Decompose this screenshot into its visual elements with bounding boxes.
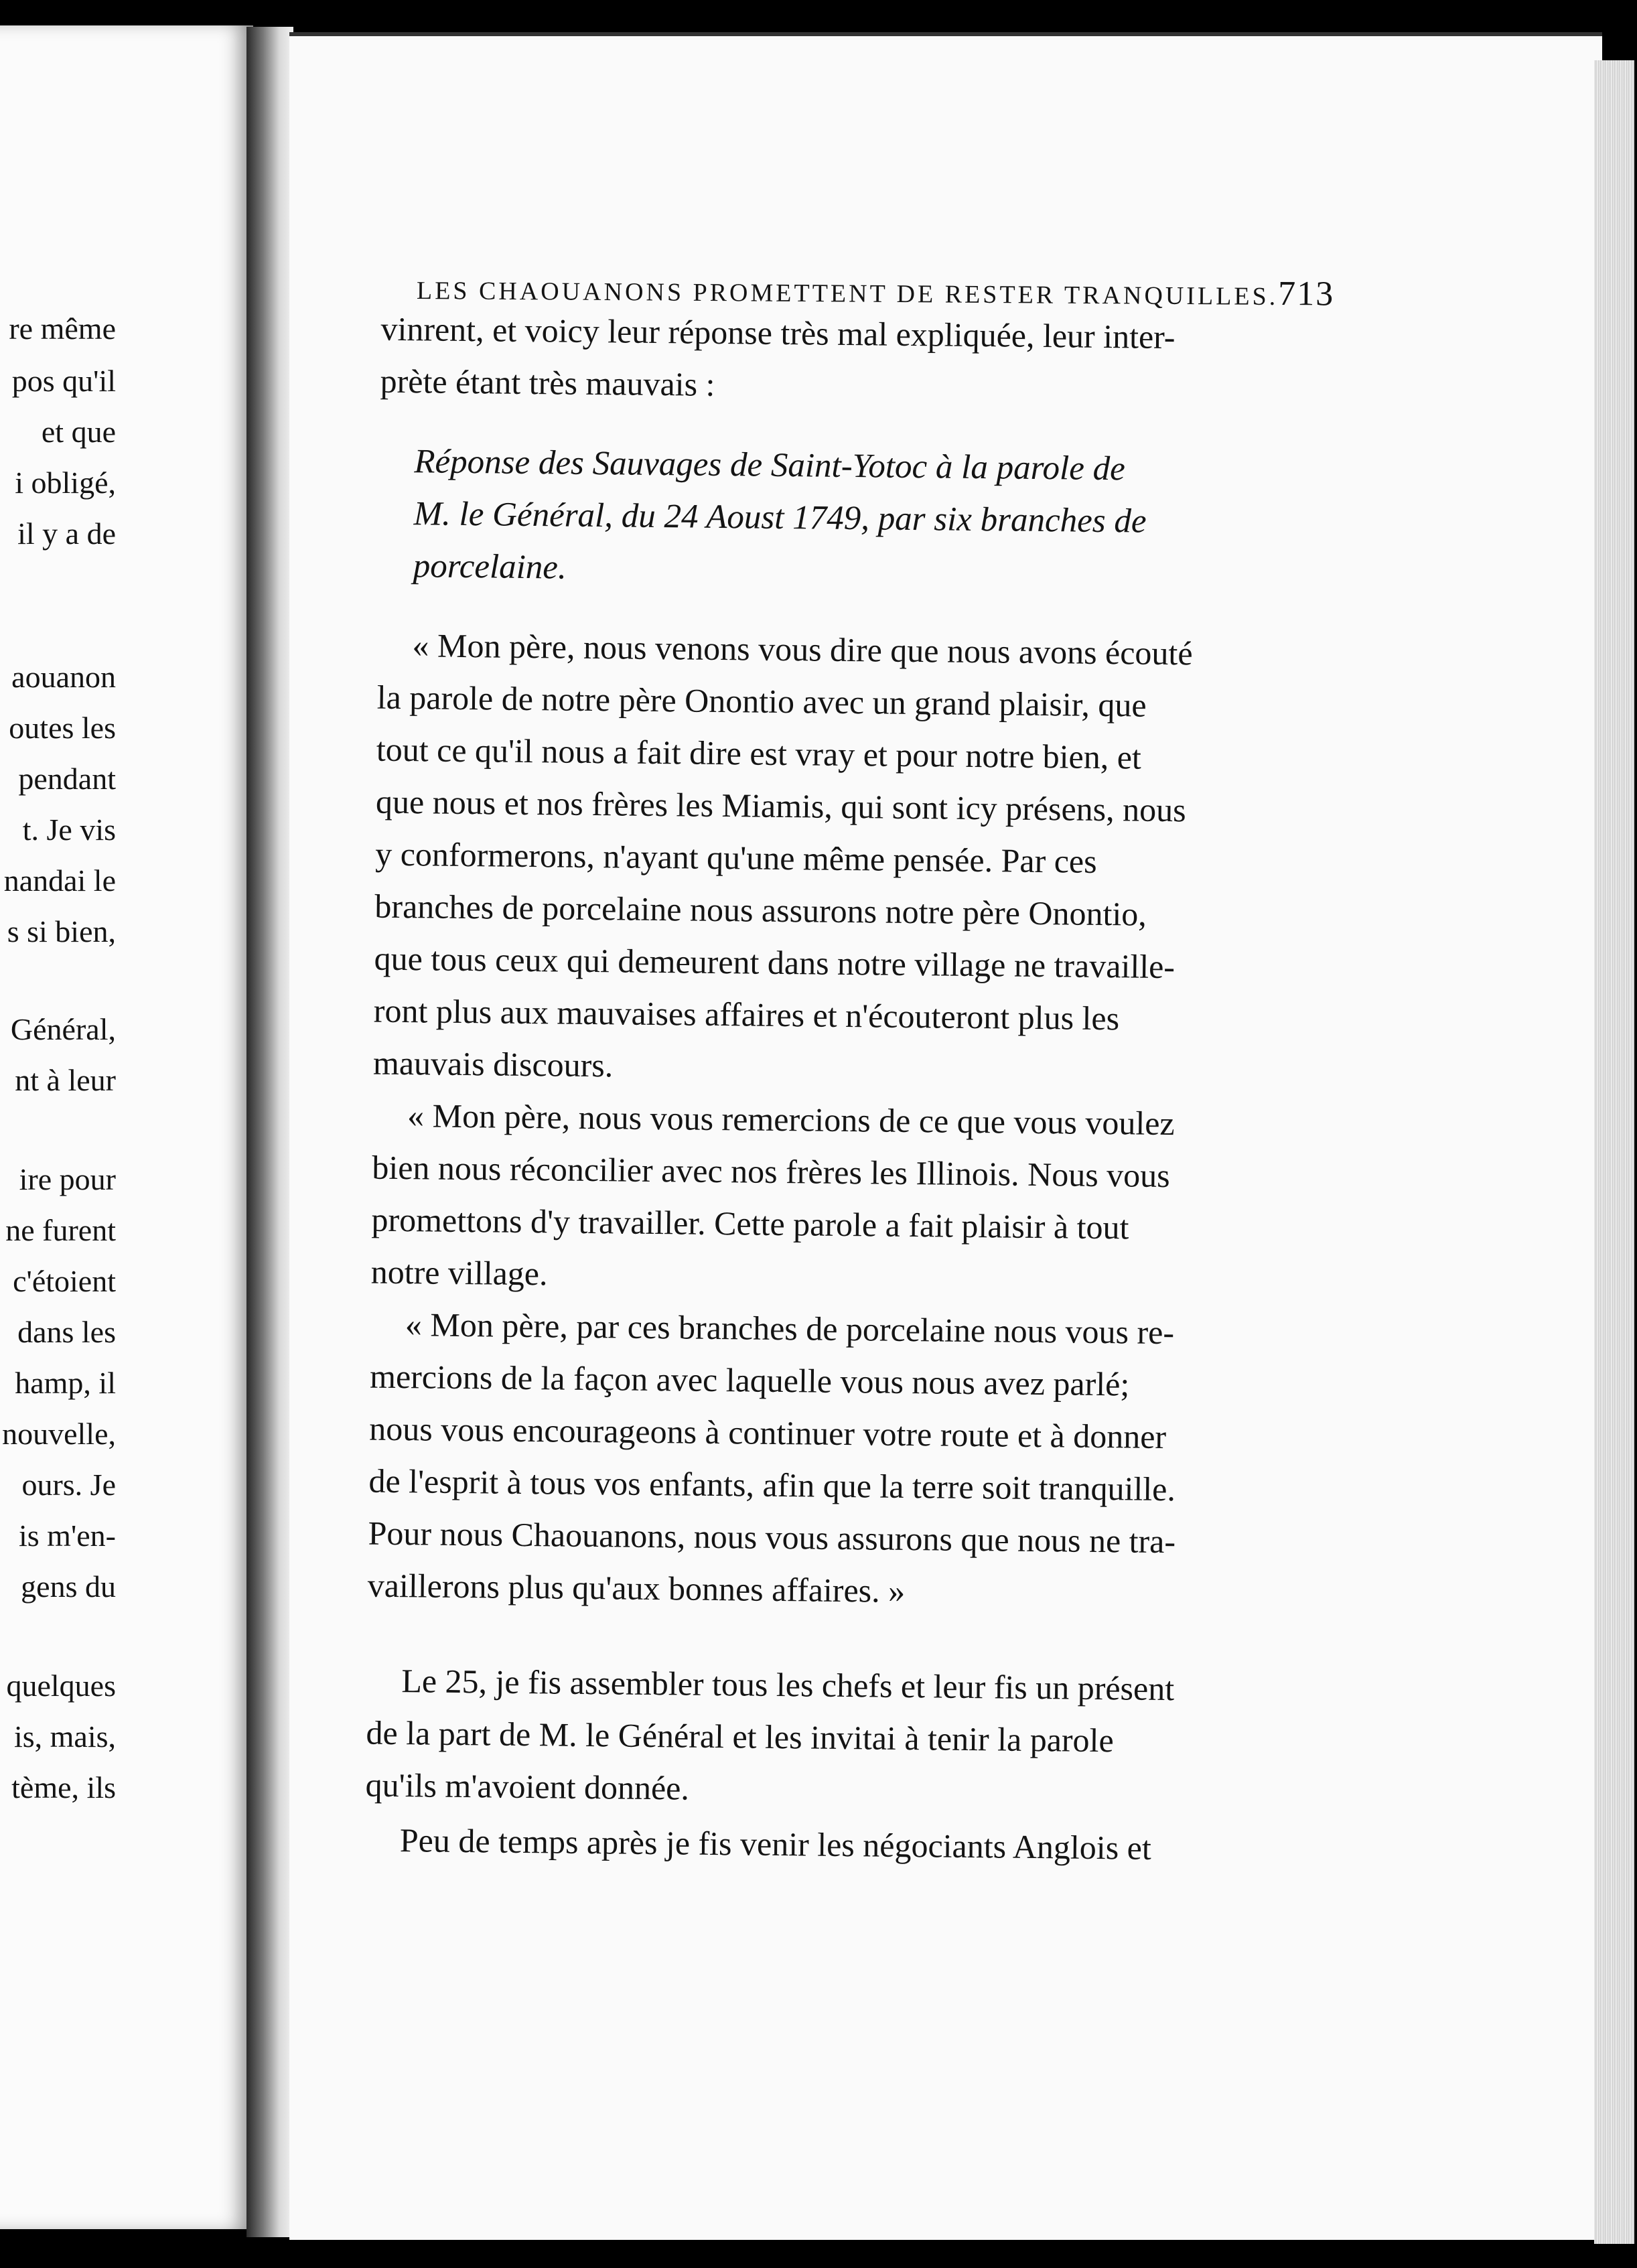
- left-line: i obligé,: [15, 466, 116, 500]
- text-line: branches de porcelaine nous assurons notre père Onontio,: [374, 887, 1147, 933]
- text-line: qu'ils m'avoient donnée.: [365, 1766, 690, 1807]
- left-line: tème, ils: [11, 1770, 116, 1804]
- text-line: y conformerons, n'ayant qu'une même pensée. Par ces: [375, 835, 1097, 880]
- left-line: Général,: [10, 1012, 116, 1046]
- text-line: la parole de notre père Onontio avec un grand plaisir, que: [376, 678, 1147, 724]
- text-line: ront plus aux mauvaises affaires et n'écouteront plus les: [373, 991, 1120, 1038]
- text-line: mercions de la façon avec laquelle vous nous avez parlé;: [369, 1357, 1130, 1403]
- text-line: que nous et nos frères les Miamis, qui sont icy présens, nous: [375, 782, 1186, 829]
- left-line: pos qu'il: [11, 364, 116, 398]
- text-line: bien nous réconcilier avec nos frères les Illinois. Nous vous: [372, 1148, 1170, 1195]
- left-line: ours. Je: [21, 1468, 116, 1502]
- text-line: nous vous encourageons à continuer votre route et à donner: [369, 1409, 1167, 1456]
- left-line: s si bien,: [7, 914, 116, 948]
- text-line: de la part de M. le Général et les invitai à tenir la parole: [366, 1713, 1114, 1760]
- left-line: dans les: [17, 1315, 116, 1349]
- left-line: gens du: [21, 1569, 116, 1604]
- left-line: outes les: [9, 711, 116, 745]
- page-number: 713: [1278, 274, 1335, 313]
- left-line: aouanon: [11, 660, 116, 694]
- text-line: mauvais discours.: [372, 1044, 614, 1084]
- running-head-title: LES CHAOUANONS PROMETTENT DE RESTER TRANQUILLES.: [416, 277, 1279, 311]
- left-line: il y a de: [17, 516, 116, 551]
- text-line: Le 25, je fis assembler tous les chefs et leur fis un présent: [401, 1662, 1175, 1708]
- left-line: hamp, il: [15, 1366, 116, 1400]
- italic-heading-line: porcelaine.: [413, 547, 567, 587]
- text-line: prète étant très mauvais :: [380, 362, 715, 403]
- text-line: tout ce qu'il nous a fait dire est vray et pour notre bien, et: [376, 730, 1142, 776]
- text-line: promettons d'y travailler. Cette parole a fait plaisir à tout: [371, 1200, 1129, 1247]
- left-line: ne furent: [5, 1213, 116, 1247]
- italic-heading-line: Réponse des Sauvages de Saint-Yotoc à la parole de: [414, 443, 1126, 488]
- left-page: [0, 25, 253, 2229]
- page-edges: [1594, 60, 1634, 2244]
- text-line: « Mon père, nous venons vous dire que nous avons écouté: [412, 626, 1193, 672]
- text-line: vaillerons plus qu'aux bonnes affaires. »: [367, 1566, 906, 1610]
- italic-heading-line: M. le Général, du 24 Aoust 1749, par six branches de: [413, 495, 1147, 541]
- left-line: quelques: [6, 1669, 116, 1703]
- left-line: nouvelle,: [2, 1417, 116, 1451]
- left-line: nandai le: [3, 863, 116, 898]
- text-line: notre village.: [370, 1253, 548, 1293]
- text-line: « Mon père, par ces branches de porcelaine nous vous re-: [405, 1305, 1175, 1352]
- body-text: [348, 0, 1309, 2268]
- left-line: ire pour: [19, 1162, 116, 1196]
- left-line: is m'en-: [19, 1518, 116, 1553]
- text-line: « Mon père, nous vous remercions de ce que vous voulez: [407, 1096, 1175, 1143]
- text-line: Pour nous Chaouanons, nous vous assurons que nous ne tra-: [368, 1514, 1176, 1561]
- text-line: que tous ceux qui demeurent dans notre village ne travaille-: [374, 939, 1176, 986]
- left-line: pendant: [18, 762, 116, 796]
- left-line: is, mais,: [13, 1719, 116, 1754]
- left-line: nt à leur: [15, 1063, 116, 1097]
- text-line: de l'esprit à tous vos enfants, afin que la terre soit tranquille.: [368, 1462, 1176, 1508]
- text-line: vinrent, et voicy leur réponse très mal expliquée, leur inter-: [380, 309, 1176, 356]
- left-line: re même: [9, 311, 116, 346]
- left-line: et que: [41, 415, 116, 449]
- left-line: c'étoient: [13, 1264, 116, 1298]
- book-gutter: [246, 27, 293, 2237]
- left-line: t. Je vis: [22, 812, 116, 847]
- text-line: Peu de temps après je fis venir les négociants Anglois et: [399, 1821, 1152, 1867]
